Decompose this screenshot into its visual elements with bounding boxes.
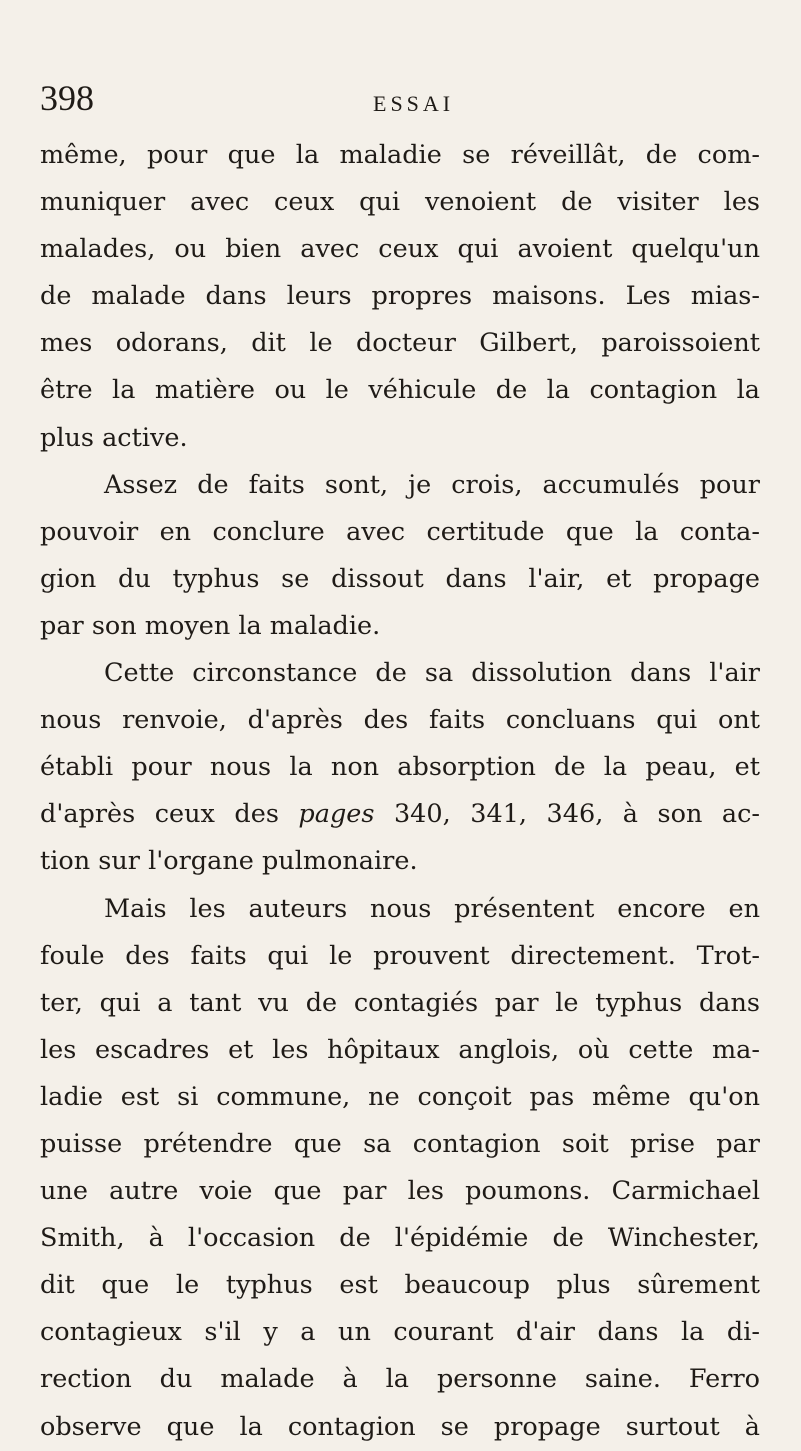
text-line: être la matière ou le véhicule de la contagion la [40,375,760,406]
text-line: Mais les auteurs nous présentent encore en [104,893,760,924]
text-line-with-italic [40,791,760,838]
text-line: rection du malade à la personne saine. Ferro [40,1364,760,1395]
text-line: contagieux s'il y a un courant d'air dans la di- [40,1317,760,1348]
text-line: gion du typhus se dissout dans l'air, et propage [40,563,760,594]
text-line: mes odorans, dit le docteur Gilbert, paroissoient [40,328,760,359]
text-line: Assez de faits sont, je crois, accumulés pour [104,469,760,500]
text-line: observe que la contagion se propage surtout à [40,1411,760,1442]
text-line: pouvoir en conclure avec certitude que la conta- [40,516,760,547]
text-line: ter, qui a tant vu de contagiés par le typhus dans [40,987,760,1018]
text-line: muniquer avec ceux qui venoient de visiter les [40,187,760,218]
text-line: puisse prétendre que sa contagion soit prise par [40,1128,760,1159]
text-segment: 340, 341, 346, à son ac- [374,799,760,830]
body-text [40,132,760,1451]
text-line: plus active. [40,422,188,453]
italic-pages-word: pages [298,799,375,830]
text-line: malades, ou bien avec ceux qui avoient quelqu'un [40,234,760,265]
page-number: 398 [40,78,94,118]
text-segment: d'après ceux des [40,799,299,830]
text-line: dit que le typhus est beaucoup plus sûrement [40,1270,760,1301]
text-line: même, pour que la maladie se réveillât, de com- [40,140,760,170]
running-title: ESSAI [373,91,455,116]
text-line: une autre voie que par les poumons. Carmichael [40,1176,760,1207]
page-header [40,78,760,122]
text-line: les escadres et les hôpitaux anglois, où cette ma- [40,1034,760,1065]
text-line: nous renvoie, d'après des faits concluans qui ont [40,705,760,736]
text-line: ladie est si commune, ne conçoit pas même qu'on [40,1081,760,1112]
text-line: Cette circonstance de sa dissolution dans l'air [104,658,760,689]
text-line: par son moyen la maladie. [40,610,381,641]
text-line: foule des faits qui le prouvent directement. Trot- [40,940,760,971]
text-line: Smith, à l'occasion de l'épidémie de Winchester, [40,1223,760,1254]
text-line: de malade dans leurs propres maisons. Les mias- [40,281,760,312]
text-line: établi pour nous la non absorption de la peau, et [40,752,760,783]
text-line: tion sur l'organe pulmonaire. [40,846,418,877]
